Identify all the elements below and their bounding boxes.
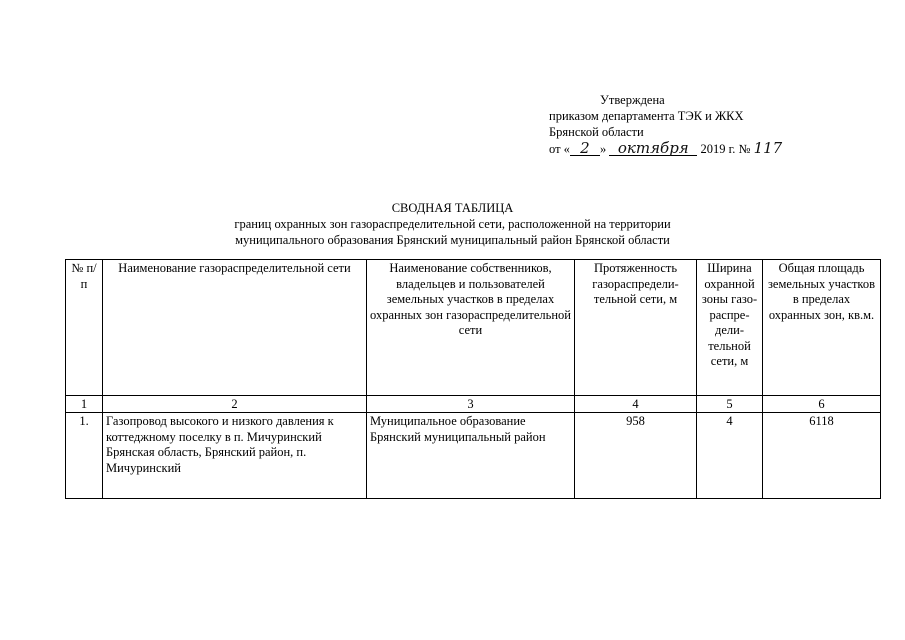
approval-line-1: Утверждена xyxy=(600,93,665,107)
column-number-3: 3 xyxy=(367,396,575,413)
approval-date-line xyxy=(549,140,782,157)
document-heading: СВОДНАЯ ТАБЛИЦА xyxy=(391,201,514,215)
header-length: Протяженность газораспредели-тельной сети, м xyxy=(575,260,697,396)
row-owner: Муниципальное образование Брянский муниципальный район xyxy=(367,413,575,499)
date-year: 2019 г. № xyxy=(700,142,751,156)
approval-line-3: Брянской области xyxy=(549,125,644,139)
row-number: 1. xyxy=(66,413,103,499)
header-number: № п/п xyxy=(66,260,103,396)
date-day: 2 xyxy=(570,141,600,156)
column-number-1: 1 xyxy=(66,396,103,413)
column-number-4: 4 xyxy=(575,396,697,413)
date-prefix: от « xyxy=(549,142,570,156)
header-network-name: Наименование газораспределительной сети xyxy=(103,260,367,396)
row-total-area: 6118 xyxy=(763,413,881,499)
table-header-row xyxy=(66,260,881,396)
header-zone-width: Ширина охранной зоны газо-распре-дели-тельной сети, м xyxy=(697,260,763,396)
column-number-5: 5 xyxy=(697,396,763,413)
header-total-area: Общая площадь земельных участков в пределах охранных зон, кв.м. xyxy=(763,260,881,396)
table-row xyxy=(66,413,881,499)
row-length: 958 xyxy=(575,413,697,499)
approval-block xyxy=(549,92,782,157)
header-owners: Наименование собственников, владельцев и пользователей земельных участков в пределах охранных зон газораспределительной сети xyxy=(367,260,575,396)
date-mid: » xyxy=(599,142,607,156)
date-month: октября xyxy=(609,141,697,156)
row-zone-width: 4 xyxy=(697,413,763,499)
row-network-name: Газопровод высокого и низкого давления к коттеджному поселку в п. Мичуринский Брянская область, Брянский район, п. Мичуринский xyxy=(103,413,367,499)
order-number: 117 xyxy=(753,139,783,157)
approval-line-2: приказом департамента ТЭК и ЖКХ xyxy=(549,109,744,123)
document-subtitle-line-2: муниципального образования Брянский муниципальный район Брянской области xyxy=(235,233,670,247)
column-number-6: 6 xyxy=(763,396,881,413)
document-subtitle-line-1: границ охранных зон газораспределительной сети, расположенной на территории xyxy=(234,217,671,231)
column-number-row xyxy=(66,396,881,413)
summary-table xyxy=(65,259,881,499)
column-number-2: 2 xyxy=(103,396,367,413)
